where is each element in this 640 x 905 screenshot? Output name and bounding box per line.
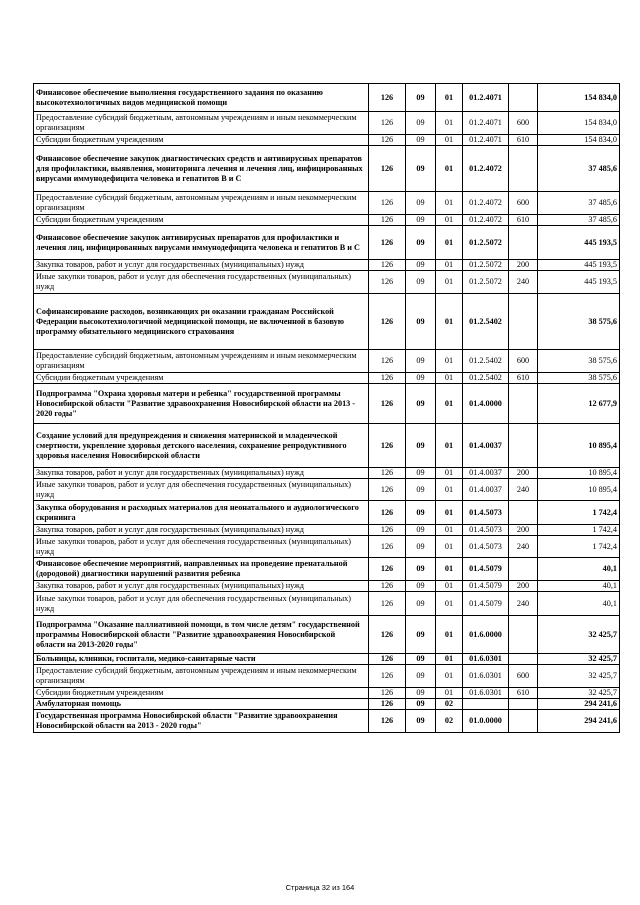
cell-amount: 294 241,6 <box>538 699 620 710</box>
cell-expense-type: 240 <box>509 479 538 501</box>
cell-ministry-code: 126 <box>369 215 406 226</box>
cell-section: 09 <box>406 373 436 384</box>
cell-target-item: 01.2.5402 <box>463 373 509 384</box>
cell-section: 09 <box>406 112 436 135</box>
cell-name: Создание условий для предупреждения и снижения материнской и младенческой смертности, укрепление здоровья детского населения, сохранение репродуктивного здоровья населения Новосибирской области <box>34 424 369 468</box>
cell-target-item: 01.0.0000 <box>463 710 509 733</box>
cell-target-item: 01.2.5072 <box>463 226 509 260</box>
cell-section: 09 <box>406 558 436 581</box>
cell-section: 09 <box>406 468 436 479</box>
cell-amount: 32 425,7 <box>538 616 620 654</box>
cell-name: Финансовое обеспечение выполнения государственного задания по оказанию высокотехнологичных видов медицинской помощи <box>34 84 369 112</box>
cell-expense-type <box>509 654 538 665</box>
table-row <box>34 135 620 146</box>
cell-target-item: 01.6.0301 <box>463 654 509 665</box>
cell-expense-type <box>509 501 538 525</box>
cell-subsection: 02 <box>436 710 463 733</box>
cell-section: 09 <box>406 654 436 665</box>
cell-amount: 38 575,6 <box>538 294 620 350</box>
cell-expense-type <box>509 226 538 260</box>
cell-expense-type: 600 <box>509 192 538 215</box>
table-row <box>34 294 620 350</box>
cell-subsection: 01 <box>436 654 463 665</box>
cell-amount: 40,1 <box>538 558 620 581</box>
cell-name: Предоставление субсидий бюджетным, автономным учреждениям и иным некоммерческим организациям <box>34 350 369 373</box>
cell-ministry-code: 126 <box>369 271 406 294</box>
cell-name: Субсидии бюджетным учреждениям <box>34 135 369 146</box>
cell-ministry-code: 126 <box>369 616 406 654</box>
cell-amount: 40,1 <box>538 581 620 592</box>
cell-subsection: 01 <box>436 592 463 616</box>
cell-amount: 154 834,0 <box>538 112 620 135</box>
table-row <box>34 479 620 501</box>
cell-amount: 445 193,5 <box>538 260 620 271</box>
cell-section: 09 <box>406 84 436 112</box>
cell-subsection: 02 <box>436 699 463 710</box>
cell-ministry-code: 126 <box>369 146 406 192</box>
cell-target-item: 01.4.5073 <box>463 536 509 558</box>
table-row <box>34 699 620 710</box>
table-row <box>34 558 620 581</box>
cell-target-item: 01.4.5073 <box>463 525 509 536</box>
cell-name: Субсидии бюджетным учреждениям <box>34 373 369 384</box>
cell-name: Подпрограмма "Охрана здоровья матери и ребенка" государственной программы Новосибирской области "Развитие здравоохранения Новосибирской области на 2013 - 2020 годы" <box>34 384 369 424</box>
cell-expense-type <box>509 294 538 350</box>
cell-expense-type <box>509 424 538 468</box>
cell-name: Субсидии бюджетным учреждениям <box>34 215 369 226</box>
cell-name: Закупка товаров, работ и услуг для государственных (муниципальных) нужд <box>34 581 369 592</box>
cell-name: Иные закупки товаров, работ и услуг для обеспечения государственных (муниципальных) нужд <box>34 592 369 616</box>
cell-target-item: 01.4.5079 <box>463 581 509 592</box>
cell-ministry-code: 126 <box>369 424 406 468</box>
cell-section: 09 <box>406 710 436 733</box>
cell-subsection: 01 <box>436 271 463 294</box>
cell-target-item: 01.2.4071 <box>463 135 509 146</box>
cell-expense-type: 240 <box>509 592 538 616</box>
cell-subsection: 01 <box>436 146 463 192</box>
cell-amount: 40,1 <box>538 592 620 616</box>
cell-ministry-code: 126 <box>369 84 406 112</box>
cell-ministry-code: 126 <box>369 558 406 581</box>
table-row <box>34 226 620 260</box>
cell-section: 09 <box>406 616 436 654</box>
cell-ministry-code: 126 <box>369 350 406 373</box>
cell-target-item: 01.6.0301 <box>463 665 509 688</box>
cell-ministry-code: 126 <box>369 525 406 536</box>
cell-target-item: 01.4.0000 <box>463 384 509 424</box>
cell-amount: 445 193,5 <box>538 226 620 260</box>
table-row <box>34 112 620 135</box>
table-row <box>34 271 620 294</box>
cell-target-item: 01.2.5402 <box>463 350 509 373</box>
cell-expense-type: 200 <box>509 581 538 592</box>
cell-name: Закупка товаров, работ и услуг для государственных (муниципальных) нужд <box>34 468 369 479</box>
cell-ministry-code: 126 <box>369 226 406 260</box>
cell-amount: 154 834,0 <box>538 84 620 112</box>
cell-name: Больницы, клиники, госпитали, медико-санитарные части <box>34 654 369 665</box>
cell-section: 09 <box>406 688 436 699</box>
cell-amount: 294 241,6 <box>538 710 620 733</box>
cell-ministry-code: 126 <box>369 665 406 688</box>
cell-target-item: 01.2.4071 <box>463 112 509 135</box>
cell-target-item: 01.4.5079 <box>463 558 509 581</box>
cell-section: 09 <box>406 226 436 260</box>
cell-section: 09 <box>406 135 436 146</box>
cell-name: Закупка оборудования и расходных материалов для неонатального и аудиологического скрининга <box>34 501 369 525</box>
table-row <box>34 468 620 479</box>
cell-ministry-code: 126 <box>369 112 406 135</box>
cell-subsection: 01 <box>436 525 463 536</box>
cell-subsection: 01 <box>436 558 463 581</box>
cell-ministry-code: 126 <box>369 294 406 350</box>
cell-amount: 10 895,4 <box>538 479 620 501</box>
cell-amount: 37 485,6 <box>538 192 620 215</box>
cell-subsection: 01 <box>436 135 463 146</box>
table-row <box>34 84 620 112</box>
cell-section: 09 <box>406 479 436 501</box>
cell-name: Подпрограмма "Оказание паллиативной помощи, в том числе детям" государственной программы Новосибирской области "Развитие здравоохранения Новосибирской области на 2013-2020 годы" <box>34 616 369 654</box>
cell-name: Финансовое обеспечение закупок антивирусных препаратов для профилактики и лечения лиц, инфицированных вирусами иммунодефицита человека и гепатитов В и С <box>34 226 369 260</box>
cell-amount: 32 425,7 <box>538 688 620 699</box>
cell-amount: 1 742,4 <box>538 501 620 525</box>
cell-expense-type <box>509 146 538 192</box>
cell-target-item: 01.4.5079 <box>463 592 509 616</box>
cell-section: 09 <box>406 699 436 710</box>
table-row <box>34 616 620 654</box>
cell-ministry-code: 126 <box>369 592 406 616</box>
cell-ministry-code: 126 <box>369 536 406 558</box>
cell-name: Предоставление субсидий бюджетным, автономным учреждениям и иным некоммерческим организациям <box>34 192 369 215</box>
cell-section: 09 <box>406 424 436 468</box>
cell-name: Субсидии бюджетным учреждениям <box>34 688 369 699</box>
budget-table-body <box>34 84 620 733</box>
cell-target-item: 01.4.0037 <box>463 479 509 501</box>
table-row <box>34 424 620 468</box>
cell-amount: 10 895,4 <box>538 468 620 479</box>
cell-subsection: 01 <box>436 84 463 112</box>
cell-amount: 32 425,7 <box>538 654 620 665</box>
cell-section: 09 <box>406 192 436 215</box>
cell-name: Закупка товаров, работ и услуг для государственных (муниципальных) нужд <box>34 260 369 271</box>
cell-amount: 1 742,4 <box>538 525 620 536</box>
table-row <box>34 581 620 592</box>
cell-expense-type: 610 <box>509 215 538 226</box>
cell-ministry-code: 126 <box>369 468 406 479</box>
table-row <box>34 688 620 699</box>
cell-expense-type <box>509 616 538 654</box>
table-row <box>34 592 620 616</box>
table-row <box>34 146 620 192</box>
cell-section: 09 <box>406 146 436 192</box>
table-row <box>34 525 620 536</box>
table-row <box>34 536 620 558</box>
cell-target-item: 01.2.4072 <box>463 192 509 215</box>
cell-amount: 32 425,7 <box>538 665 620 688</box>
cell-ministry-code: 126 <box>369 479 406 501</box>
table-row <box>34 260 620 271</box>
cell-amount: 37 485,6 <box>538 146 620 192</box>
cell-target-item: 01.4.0037 <box>463 424 509 468</box>
cell-subsection: 01 <box>436 260 463 271</box>
cell-section: 09 <box>406 525 436 536</box>
cell-target-item: 01.2.5402 <box>463 294 509 350</box>
cell-name: Государственная программа Новосибирской области "Развитие здравоохранения Новосибирской области на 2013 - 2020 годы" <box>34 710 369 733</box>
cell-ministry-code: 126 <box>369 688 406 699</box>
cell-ministry-code: 126 <box>369 135 406 146</box>
cell-name: Амбулаторная помощь <box>34 699 369 710</box>
cell-section: 09 <box>406 501 436 525</box>
cell-section: 09 <box>406 294 436 350</box>
cell-ministry-code: 126 <box>369 501 406 525</box>
cell-subsection: 01 <box>436 424 463 468</box>
cell-name: Финансовое обеспечение закупок диагностических средств и антивирусных препаратов для профилактики, выявления, мониторинга лечения и лечения лиц, инфицированных вирусами иммунодефицита человека и гепатитов В и С <box>34 146 369 192</box>
cell-name: Иные закупки товаров, работ и услуг для обеспечения государственных (муниципальных) нужд <box>34 271 369 294</box>
cell-subsection: 01 <box>436 581 463 592</box>
table-row <box>34 665 620 688</box>
cell-target-item: 01.2.4072 <box>463 215 509 226</box>
cell-amount: 38 575,6 <box>538 373 620 384</box>
cell-expense-type: 240 <box>509 271 538 294</box>
cell-amount: 10 895,4 <box>538 424 620 468</box>
page-footer: Страница 32 из 164 <box>285 883 355 892</box>
cell-subsection: 01 <box>436 688 463 699</box>
cell-target-item: 01.2.4072 <box>463 146 509 192</box>
cell-expense-type <box>509 384 538 424</box>
cell-section: 09 <box>406 581 436 592</box>
cell-section: 09 <box>406 384 436 424</box>
cell-subsection: 01 <box>436 350 463 373</box>
cell-amount: 1 742,4 <box>538 536 620 558</box>
cell-expense-type: 200 <box>509 525 538 536</box>
cell-section: 09 <box>406 665 436 688</box>
cell-name: Иные закупки товаров, работ и услуг для обеспечения государственных (муниципальных) нужд <box>34 536 369 558</box>
cell-ministry-code: 126 <box>369 581 406 592</box>
cell-target-item: 01.6.0000 <box>463 616 509 654</box>
cell-expense-type <box>509 558 538 581</box>
cell-subsection: 01 <box>436 665 463 688</box>
table-row <box>34 192 620 215</box>
cell-subsection: 01 <box>436 294 463 350</box>
budget-table <box>33 83 620 733</box>
table-row <box>34 654 620 665</box>
cell-name: Софинансирование расходов, возникающих ри оказании гражданам Российской Федерации высокотехнологичной медицинской помощи, не включенной в базовую программу обязательного медицинского страхования <box>34 294 369 350</box>
cell-ministry-code: 126 <box>369 192 406 215</box>
cell-section: 09 <box>406 215 436 226</box>
table-row <box>34 373 620 384</box>
cell-expense-type: 600 <box>509 665 538 688</box>
cell-ministry-code: 126 <box>369 260 406 271</box>
cell-section: 09 <box>406 592 436 616</box>
cell-amount: 38 575,6 <box>538 350 620 373</box>
cell-subsection: 01 <box>436 479 463 501</box>
cell-expense-type: 200 <box>509 260 538 271</box>
cell-section: 09 <box>406 260 436 271</box>
cell-target-item: 01.4.5073 <box>463 501 509 525</box>
cell-subsection: 01 <box>436 373 463 384</box>
table-row <box>34 350 620 373</box>
cell-ministry-code: 126 <box>369 710 406 733</box>
cell-ministry-code: 126 <box>369 654 406 665</box>
cell-subsection: 01 <box>436 616 463 654</box>
cell-name: Закупка товаров, работ и услуг для государственных (муниципальных) нужд <box>34 525 369 536</box>
cell-name: Иные закупки товаров, работ и услуг для обеспечения государственных (муниципальных) нужд <box>34 479 369 501</box>
cell-section: 09 <box>406 350 436 373</box>
table-row <box>34 215 620 226</box>
cell-subsection: 01 <box>436 536 463 558</box>
cell-subsection: 01 <box>436 501 463 525</box>
cell-expense-type: 610 <box>509 688 538 699</box>
cell-subsection: 01 <box>436 468 463 479</box>
cell-subsection: 01 <box>436 192 463 215</box>
cell-subsection: 01 <box>436 215 463 226</box>
cell-subsection: 01 <box>436 226 463 260</box>
cell-name: Финансовое обеспечение мероприятий, направленных на проведение пренатальной (дородовой) диагностики нарушений развития ребенка <box>34 558 369 581</box>
cell-subsection: 01 <box>436 112 463 135</box>
cell-expense-type: 610 <box>509 373 538 384</box>
cell-ministry-code: 126 <box>369 373 406 384</box>
table-row <box>34 710 620 733</box>
cell-section: 09 <box>406 271 436 294</box>
cell-expense-type: 600 <box>509 112 538 135</box>
cell-target-item: 01.6.0301 <box>463 688 509 699</box>
cell-amount: 154 834,0 <box>538 135 620 146</box>
cell-amount: 445 193,5 <box>538 271 620 294</box>
cell-amount: 12 677,9 <box>538 384 620 424</box>
cell-name: Предоставление субсидий бюджетным, автономным учреждениям и иным некоммерческим организациям <box>34 665 369 688</box>
cell-target-item <box>463 699 509 710</box>
cell-expense-type: 240 <box>509 536 538 558</box>
cell-expense-type <box>509 84 538 112</box>
cell-name: Предоставление субсидий бюджетным, автономным учреждениям и иным некоммерческим организациям <box>34 112 369 135</box>
cell-amount: 37 485,6 <box>538 215 620 226</box>
cell-expense-type <box>509 699 538 710</box>
cell-subsection: 01 <box>436 384 463 424</box>
cell-ministry-code: 126 <box>369 699 406 710</box>
cell-target-item: 01.2.5072 <box>463 271 509 294</box>
cell-target-item: 01.2.4071 <box>463 84 509 112</box>
cell-section: 09 <box>406 536 436 558</box>
cell-target-item: 01.2.5072 <box>463 260 509 271</box>
cell-expense-type: 200 <box>509 468 538 479</box>
cell-expense-type <box>509 710 538 733</box>
cell-ministry-code: 126 <box>369 384 406 424</box>
cell-expense-type: 600 <box>509 350 538 373</box>
cell-expense-type: 610 <box>509 135 538 146</box>
table-row <box>34 501 620 525</box>
cell-target-item: 01.4.0037 <box>463 468 509 479</box>
table-row <box>34 384 620 424</box>
